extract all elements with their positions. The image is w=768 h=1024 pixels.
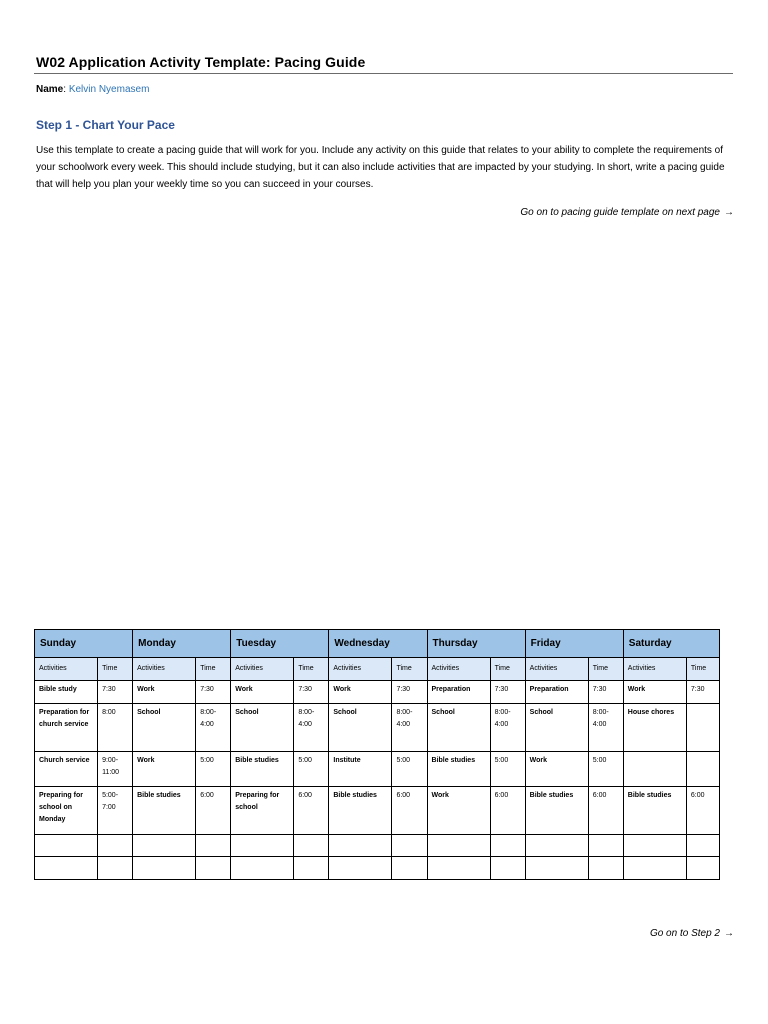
time-cell: 6:00 [686,787,719,835]
activity-cell: School [329,704,392,752]
activity-cell [623,835,686,857]
activity-cell: Bible studies [525,787,588,835]
activity-cell [133,835,196,857]
activities-column-header: Activities [525,658,588,681]
day-header-wednesday: Wednesday [329,630,427,658]
go-next-page-note [520,207,734,218]
activity-cell [133,857,196,880]
time-cell: 5:00 [392,752,427,787]
time-cell: 7:30 [588,681,623,704]
activity-cell: Preparation for church service [35,704,98,752]
activities-column-header: Activities [329,658,392,681]
time-cell [686,857,719,880]
time-cell [588,835,623,857]
time-cell [588,857,623,880]
activity-cell [427,835,490,857]
column-header-row [35,658,720,681]
time-column-header: Time [490,658,525,681]
time-cell: 6:00 [588,787,623,835]
activity-cell: Work [623,681,686,704]
activity-cell [329,835,392,857]
activity-cell: Work [329,681,392,704]
activity-cell: Work [525,752,588,787]
time-cell: 7:30 [686,681,719,704]
table-row [35,857,720,880]
activity-cell: School [231,704,294,752]
activity-cell [231,835,294,857]
activity-cell: Preparing for school [231,787,294,835]
time-cell: 8:00-4:00 [588,704,623,752]
activity-cell: Work [427,787,490,835]
time-cell: 7:30 [392,681,427,704]
activity-cell: Bible studies [231,752,294,787]
time-column-header: Time [294,658,329,681]
time-cell: 6:00 [294,787,329,835]
arrow-right-icon: → [724,207,734,218]
activity-cell: Church service [35,752,98,787]
activity-cell [35,857,98,880]
activities-column-header: Activities [623,658,686,681]
time-cell: 7:30 [196,681,231,704]
activity-cell: Bible studies [133,787,196,835]
day-header-thursday: Thursday [427,630,525,658]
activities-column-header: Activities [35,658,98,681]
time-cell: 8:00-4:00 [196,704,231,752]
time-column-header: Time [196,658,231,681]
time-cell: 8:00 [98,704,133,752]
time-column-header: Time [98,658,133,681]
name-value: Kelvin Nyemasem [68,84,150,95]
activities-column-header: Activities [427,658,490,681]
day-header-monday: Monday [133,630,231,658]
day-header-saturday: Saturday [623,630,719,658]
time-cell [98,835,133,857]
time-column-header: Time [392,658,427,681]
activity-cell: Bible studies [427,752,490,787]
instructions-paragraph: Use this template to create a pacing guide that will work for you. Include any activity on this guide that relates to your ability to complete the requirements of your schoolwork every week. This should include studying, but it can also include activities that are impacted by your studying. In short, write a pacing guide that will help you plan your weekly time so you can succeed in your courses. [36,145,725,190]
time-cell: 5:00 [490,752,525,787]
step-1-heading: Step 1 - Chart Your Pace [36,118,175,132]
go-step2-note [650,928,734,939]
time-cell: 9:00-11:00 [98,752,133,787]
name-label: Name [36,84,64,95]
time-cell [392,857,427,880]
activity-cell: Preparation [427,681,490,704]
day-header-tuesday: Tuesday [231,630,329,658]
time-cell: 7:30 [294,681,329,704]
activity-cell [525,835,588,857]
time-cell [392,835,427,857]
activity-cell [623,752,686,787]
time-cell [98,857,133,880]
go-step2-text: Go on to Step 2 [649,928,720,939]
time-cell: 6:00 [392,787,427,835]
activity-cell: Preparation [525,681,588,704]
activity-cell: Institute [329,752,392,787]
time-cell: 7:30 [490,681,525,704]
time-cell: 6:00 [490,787,525,835]
activity-cell: Bible studies [623,787,686,835]
activity-cell: School [133,704,196,752]
time-cell [686,835,719,857]
time-cell: 5:00 [294,752,329,787]
table-row [35,835,720,857]
activity-cell [35,835,98,857]
name-separator: : [63,84,69,95]
activity-cell [231,857,294,880]
table-row [35,787,720,835]
time-cell [294,835,329,857]
time-cell: 5:00 [196,752,231,787]
time-cell: 5:00-7:00 [98,787,133,835]
activity-cell: Work [133,752,196,787]
time-cell [490,857,525,880]
pacing-guide-table [34,629,720,880]
activity-cell [623,857,686,880]
arrow-right-icon: → [724,928,734,939]
time-cell [490,835,525,857]
go-next-page-text: Go on to pacing guide template on next page [520,207,720,218]
activity-cell [427,857,490,880]
activity-cell: School [525,704,588,752]
activities-column-header: Activities [231,658,294,681]
table-row [35,752,720,787]
table-row [35,704,720,752]
activity-cell: Bible study [35,681,98,704]
day-header-friday: Friday [525,630,623,658]
activity-cell [329,857,392,880]
table-row [35,681,720,704]
time-cell [196,857,231,880]
time-cell: 5:00 [588,752,623,787]
time-column-header: Time [588,658,623,681]
time-cell: 8:00-4:00 [294,704,329,752]
time-cell: 6:00 [196,787,231,835]
time-cell [686,752,719,787]
time-cell: 7:30 [98,681,133,704]
name-line [36,84,149,95]
activities-column-header: Activities [133,658,196,681]
time-cell [686,704,719,752]
time-cell [294,857,329,880]
activity-cell: Work [133,681,196,704]
activity-cell: Work [231,681,294,704]
activity-cell: School [427,704,490,752]
time-column-header: Time [686,658,719,681]
time-cell: 8:00-4:00 [392,704,427,752]
day-header-row [35,630,720,658]
time-cell: 8:00-4:00 [490,704,525,752]
activity-cell: Preparing for school on Monday [35,787,98,835]
title-divider [34,73,733,74]
document-title: W02 Application Activity Template: Pacing Guide [36,54,366,70]
activity-cell [525,857,588,880]
day-header-sunday: Sunday [35,630,133,658]
time-cell [196,835,231,857]
activity-cell: Bible studies [329,787,392,835]
activity-cell: House chores [623,704,686,752]
